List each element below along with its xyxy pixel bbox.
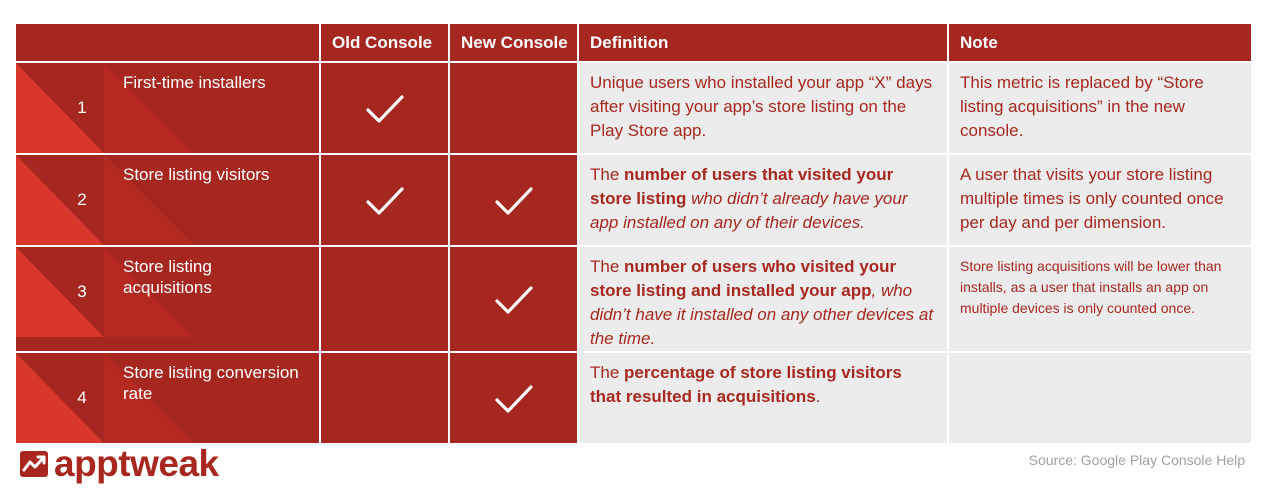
note-cell: Store listing acquisitions will be lower than installs, as a user that installs an app on multiple devices is only counted once. [948, 246, 1251, 352]
old-console-cell [320, 352, 449, 443]
checkmark-icon [365, 94, 405, 124]
checkmark-icon [365, 186, 405, 216]
new-console-cell [449, 154, 578, 246]
table-row [16, 62, 1251, 154]
old-console-cell [320, 62, 449, 154]
definition-text: , who didn’t have it installed on any other devices at the time. [590, 281, 934, 348]
checkmark-icon [494, 186, 534, 216]
metric-cell [16, 246, 320, 352]
logo-text: apptweak [54, 443, 219, 484]
note-cell: A user that visits your store listing multiple times is only counted once per day and per dimension. [948, 154, 1251, 246]
table-row [16, 246, 1251, 352]
note-cell [948, 352, 1251, 443]
metric-name: First-time installers [123, 73, 266, 92]
row-number: 1 [77, 98, 87, 117]
new-console-cell [449, 62, 578, 154]
definition-text: number of users who visited your store listing and installed your app [590, 257, 897, 300]
header-new-console: New Console [449, 24, 578, 62]
table-row [16, 154, 1251, 246]
definition-text: who didn’t already have your app installed on any of their devices. [590, 189, 908, 232]
header-metric [16, 24, 320, 62]
new-console-cell [449, 246, 578, 352]
row-number: 2 [77, 190, 87, 209]
checkmark-icon [494, 285, 534, 315]
apptweak-logo [20, 444, 219, 484]
definition-text: number of users that visited your store listing [590, 165, 894, 208]
definition-cell [578, 246, 948, 352]
definition-text: The [590, 257, 625, 276]
source-caption: Source: Google Play Console Help [1028, 452, 1245, 468]
metric-name: Store listing conversion rate [123, 363, 299, 403]
header-note: Note [948, 24, 1251, 62]
trend-chart-icon [20, 451, 48, 477]
old-console-cell [320, 246, 449, 352]
metric-cell [16, 352, 320, 443]
definition-text: The [590, 165, 625, 184]
definition-text: percentage of store listing visitors that resulted in acquisitions [590, 363, 902, 406]
definition-text: Unique users who installed your app “X” days after visiting your app’s store listing on the Play Store app. [590, 73, 933, 140]
old-console-cell [320, 154, 449, 246]
metric-cell [16, 62, 320, 154]
row-number: 3 [77, 282, 87, 301]
definition-cell [578, 352, 948, 443]
table-header-row [16, 24, 1251, 62]
metric-name: Store listing visitors [123, 165, 270, 184]
new-console-cell [449, 352, 578, 443]
header-definition: Definition [578, 24, 948, 62]
definition-text: The [590, 363, 625, 382]
definition-cell [578, 154, 948, 246]
row-number: 4 [77, 388, 87, 407]
definition-text: . [815, 387, 821, 406]
comparison-table [16, 24, 1251, 443]
header-old-console: Old Console [320, 24, 449, 62]
note-cell: This metric is replaced by “Store listing acquisitions” in the new console. [948, 62, 1251, 154]
metric-name: Store listing acquisitions [123, 257, 212, 297]
definition-cell [578, 62, 948, 154]
table-row [16, 352, 1251, 443]
metric-cell [16, 154, 320, 246]
checkmark-icon [494, 384, 534, 414]
